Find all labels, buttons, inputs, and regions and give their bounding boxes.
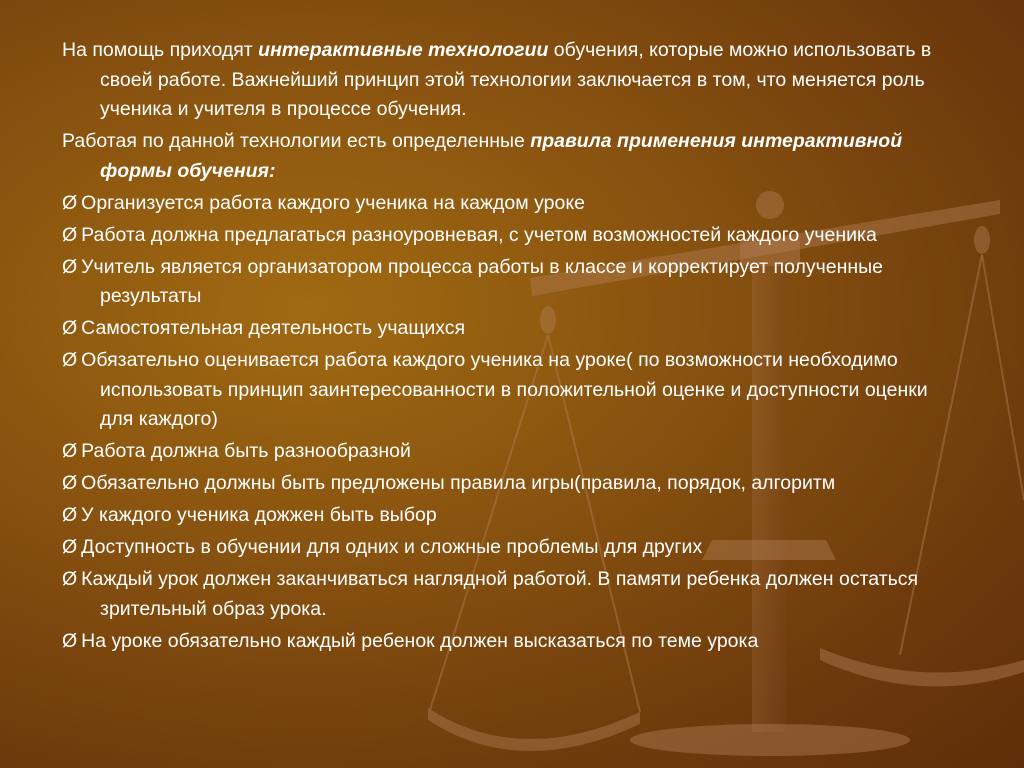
bullet-marker: Ø <box>62 568 78 590</box>
rule-text: У каждого ученика дожжен быть выбор <box>81 504 437 526</box>
intro-paragraph <box>62 36 962 125</box>
rule-item <box>62 221 962 251</box>
bullet-marker: Ø <box>62 317 78 339</box>
rule-text: Обязательно должны быть предложены правила игры(правила, порядок, алгоритм <box>81 472 836 494</box>
rule-text: Самостоятельная деятельность учащихся <box>81 317 466 339</box>
bullet-marker: Ø <box>62 191 78 214</box>
rule-text: Работа должна предлагаться разноуровневая, с учетом возможностей каждого ученика <box>81 223 877 246</box>
intro-emphasis: интерактивные технологии <box>258 39 549 61</box>
intro-text-continued: обучения, которые можно использовать в своей работе. Важнейший принцип этой технологии заключается в том, что меняется роль ученика и учителя в процессе обучения. <box>100 39 932 120</box>
rule-text: Организуется работа каждого ученика на каждом уроке <box>81 191 585 214</box>
rules-heading <box>62 127 962 186</box>
rule-item <box>62 565 962 624</box>
rules-heading-emphasis: правила применения интерактивной формы обучения: <box>100 130 903 182</box>
rule-text: Доступность в обучении для одних и сложные проблемы для других <box>81 536 703 558</box>
rule-item <box>62 627 962 657</box>
bullet-marker: Ø <box>62 255 78 278</box>
rule-item <box>62 253 962 312</box>
rule-item <box>62 437 962 467</box>
rule-text: Учитель является организатором процесса работы в классе и корректирует полученные результаты <box>81 255 884 307</box>
rule-text: На уроке обязательно каждый ребенок должен высказаться по теме урока <box>81 629 759 652</box>
bullet-marker: Ø <box>62 629 78 652</box>
bullet-marker: Ø <box>62 504 78 526</box>
bullet-marker: Ø <box>62 223 78 246</box>
rule-text: Работа должна быть разнообразной <box>81 440 411 462</box>
rules-heading-text: Работая по данной технологии есть определенные <box>62 130 531 152</box>
rule-text: Каждый урок должен заканчиваться наглядной работой. В памяти ребенка должен остаться зрительный образ урока. <box>81 568 919 620</box>
rule-item <box>62 346 962 435</box>
slide-text <box>62 36 962 659</box>
bullet-marker: Ø <box>62 536 78 558</box>
rule-item <box>62 501 962 531</box>
rule-item <box>62 533 962 563</box>
rule-item <box>62 469 962 499</box>
rule-item <box>62 189 962 219</box>
rule-text: Обязательно оценивается работа каждого ученика на уроке( по возможности необходимо использовать принцип заинтересованности в положительной оценке и доступности оценки для каждого) <box>81 349 928 430</box>
bullet-marker: Ø <box>62 440 78 462</box>
intro-text: На помощь приходят <box>62 39 259 61</box>
bullet-marker: Ø <box>62 349 78 371</box>
bullet-marker: Ø <box>62 472 78 494</box>
rule-item <box>62 314 962 344</box>
